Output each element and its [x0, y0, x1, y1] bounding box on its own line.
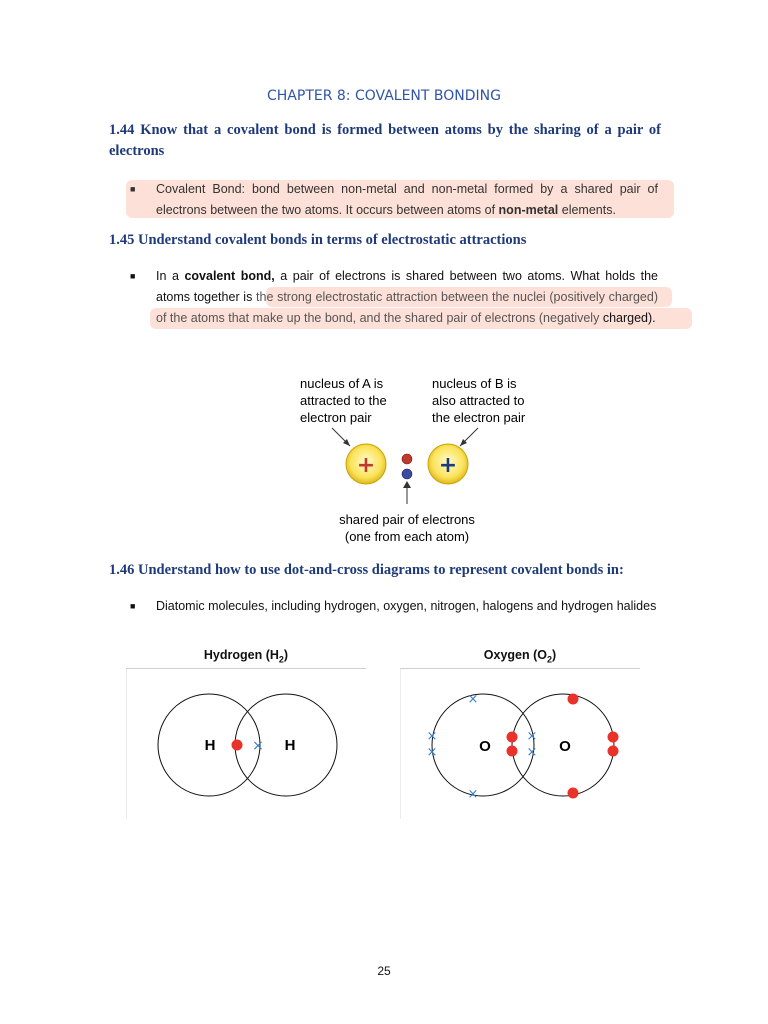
- label-shared-1: shared pair of electrons: [339, 512, 475, 527]
- heading-1-44: 1.44 Know that a covalent bond is formed between atoms by the sharing of a pair of electrons: [109, 122, 661, 159]
- plus-a: +: [356, 453, 376, 478]
- dot-shared-2: [507, 746, 518, 757]
- oxygen-title: [400, 648, 640, 665]
- highlighted-text: the strong electrostatic attraction between the nuclei (positively charged) of the atoms that make up the bond, and the shared pair of electrons (negatively: [156, 290, 658, 325]
- electron-cross: ×: [252, 738, 264, 754]
- oxygen-rule: [400, 668, 640, 669]
- bullet-text: Covalent Bond: bond between non-metal and non-metal formed by a shared pair of electrons between the two atoms. It occurs between atoms of: [156, 182, 658, 217]
- electron-blue: [402, 469, 412, 479]
- chapter-title: CHAPTER 8: COVALENT BONDING: [267, 88, 501, 104]
- hydrogen-rule: [126, 668, 366, 669]
- hydrogen-title-text: Hydrogen (H: [203, 648, 279, 662]
- label-b-2: also attracted to: [432, 393, 525, 408]
- label-a-1: nucleus of A is: [300, 376, 384, 391]
- atom-h-right: H: [284, 737, 296, 754]
- plus-b: +: [438, 453, 458, 478]
- bullet-text-mid: a pair of electrons is shared between two atoms. What holds the atoms together is: [156, 269, 658, 304]
- oxygen-subscript: 2: [547, 654, 553, 665]
- cross-left-side-2: ×: [426, 745, 438, 760]
- page-number: 25: [377, 964, 391, 978]
- dot-right-side-2: [608, 746, 619, 757]
- bullet-square: ■: [130, 601, 136, 611]
- bullet-text-end: elements.: [558, 203, 616, 217]
- bullet-diatomic: [130, 596, 658, 617]
- bullet-electrostatic: [130, 266, 658, 329]
- bullet-square: ■: [130, 184, 136, 194]
- arrowhead-shared-icon: [403, 481, 411, 488]
- cross-shared-1: ×: [526, 729, 538, 744]
- label-a-3: electron pair: [300, 410, 372, 425]
- hydrogen-subscript: 2: [278, 654, 284, 665]
- atom-o-left: O: [479, 738, 491, 755]
- cross-left-bottom: ×: [467, 787, 479, 802]
- cross-left-side-1: ×: [426, 729, 438, 744]
- label-shared-2: (one from each atom): [344, 529, 470, 544]
- cross-left-top: ×: [467, 692, 479, 707]
- bullet-text: Diatomic molecules, including hydrogen, oxygen, nitrogen, halogens and hydrogen halides: [156, 599, 657, 613]
- atom-h-left: H: [204, 737, 216, 754]
- hydrogen-title: [126, 648, 366, 665]
- oxygen-title-text: Oxygen (O: [483, 648, 548, 662]
- bullet-square: ■: [130, 271, 136, 281]
- bold-term: covalent bond,: [184, 269, 275, 283]
- label-a-2: attracted to the: [300, 393, 387, 408]
- label-b-1: nucleus of B is: [432, 376, 517, 391]
- bullet-text-end: charged).: [599, 311, 656, 325]
- oxygen-diagram: [400, 670, 640, 820]
- electron-red: [402, 454, 412, 464]
- electron-dot: [232, 740, 243, 751]
- heading-1-46: 1.46 Understand how to use dot-and-cross diagrams to represent covalent bonds in:: [109, 562, 624, 578]
- dot-right-side-1: [608, 732, 619, 743]
- cross-shared-2: ×: [526, 745, 538, 760]
- heading-1-45: 1.45 Understand covalent bonds in terms of electrostatic attractions: [109, 232, 527, 248]
- dot-right-bottom: [568, 788, 579, 799]
- atom-o-right: O: [559, 738, 571, 755]
- label-b-3: the electron pair: [432, 410, 526, 425]
- hydrogen-diagram: [126, 670, 366, 820]
- electron-pair-figure: [290, 370, 560, 550]
- bullet-covalent-bond: [130, 179, 658, 221]
- oxygen-title-close: ): [552, 648, 557, 662]
- dot-right-top: [568, 694, 579, 705]
- bullet-text: In a: [156, 269, 185, 283]
- dot-shared-1: [507, 732, 518, 743]
- hydrogen-title-close: ): [283, 648, 289, 662]
- bold-term: non-metal: [498, 203, 559, 217]
